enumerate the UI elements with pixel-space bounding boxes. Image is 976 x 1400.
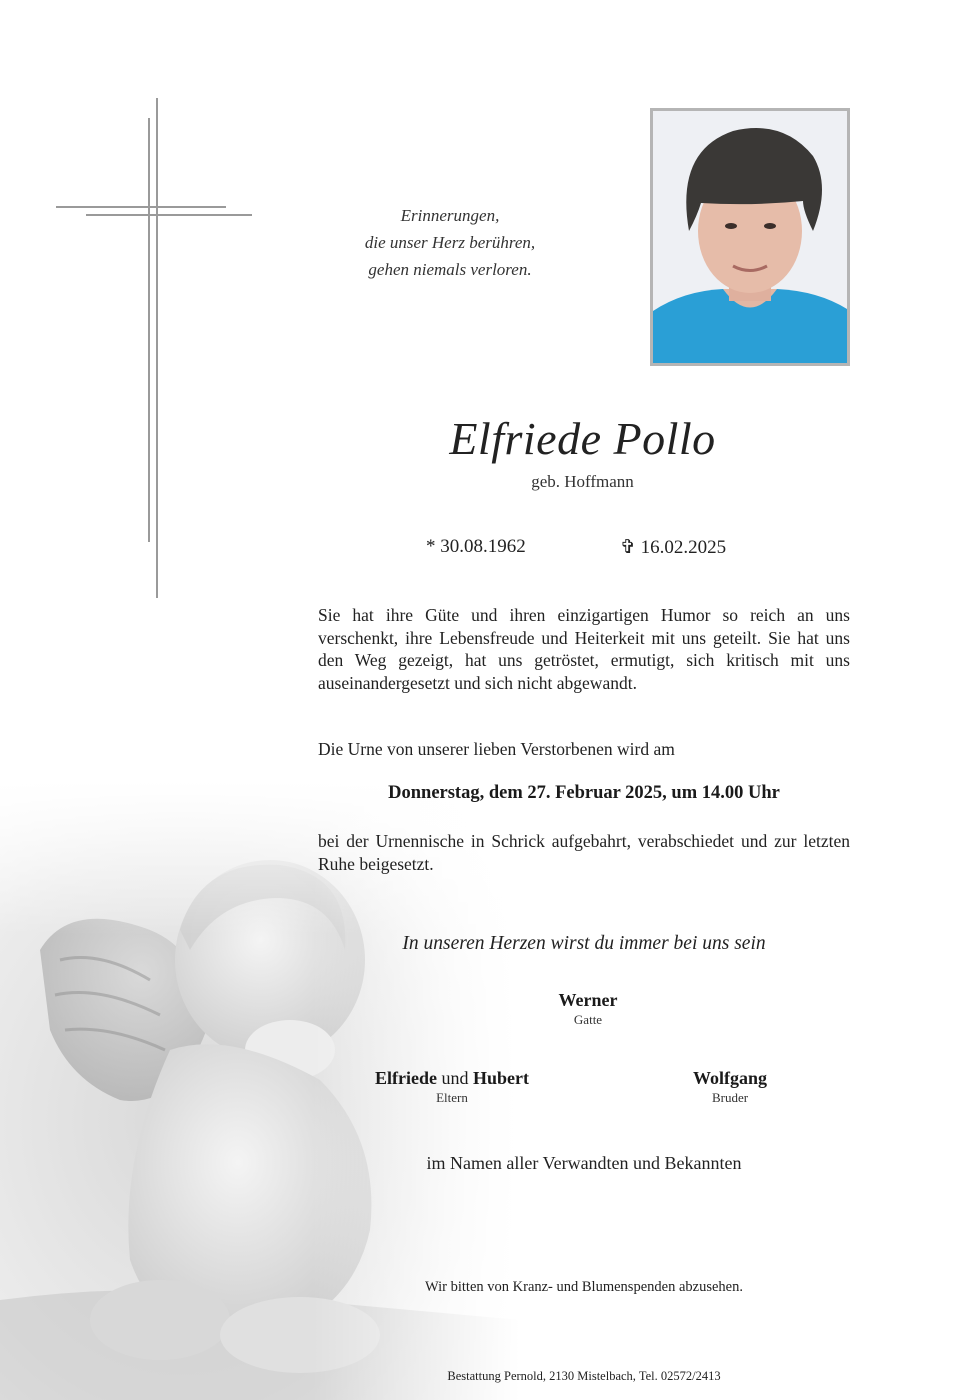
quote-line-3: gehen niemals verloren. <box>368 260 532 279</box>
mourner-name-1: Elfriede <box>375 1068 437 1088</box>
portrait-photo <box>650 108 850 366</box>
ceremony-date-time: Donnerstag, dem 27. Februar 2025, um 14.00 Uhr <box>388 783 780 803</box>
birth-date: * 30.08.1962 <box>426 536 526 557</box>
quote-line-1: Erinnerungen, <box>400 206 500 225</box>
ceremony-location: bei der Urnennische in Schrick aufgebahrt, verabschiedet und zur letzten Ruhe beigesetzt. <box>318 831 850 874</box>
urn-announcement: Die Urne von unserer lieben Verstorbenen wird am <box>318 739 675 759</box>
mourner-name <box>330 1068 574 1089</box>
funeral-home-footer: Bestattung Pernold, 2130 Mistelbach, Tel. 02572/2413 <box>447 1369 721 1383</box>
quote-line-2: die unser Herz berühren, <box>364 233 536 252</box>
mourner-parents <box>330 1068 574 1106</box>
name-connector: und <box>441 1068 469 1088</box>
mourner-name: Wolfgang <box>692 1068 767 1088</box>
mourner-name: Werner <box>558 990 618 1010</box>
deceased-name: Elfriede Pollo <box>449 413 716 464</box>
flowers-note: Wir bitten von Kranz- und Blumenspenden abzusehen. <box>425 1279 743 1295</box>
mourner-role: Gatte <box>573 1012 603 1027</box>
mourner-werner <box>488 990 688 1028</box>
death-date: ✞ 16.02.2025 <box>620 537 727 558</box>
cross-icon <box>0 0 260 620</box>
tribute-paragraph: Sie hat ihre Güte und ihren einzigartigen Humor so reich an uns verschenkt, ihre Lebensfreude und Heiterkeit mit uns geteilt. Sie hat uns den Weg gezeigt, hat uns getröstet, ermutigt, sich kritisch mit uns auseinandergesetzt und sich nicht abgewandt. <box>318 605 850 693</box>
mourner-role: Eltern <box>436 1090 468 1105</box>
memorial-motto: In unseren Herzen wirst du immer bei uns sein <box>402 933 766 954</box>
memorial-quote <box>300 202 600 283</box>
relatives-line: im Namen aller Verwandten und Bekannten <box>426 1153 742 1173</box>
maiden-name: geb. Hoffmann <box>531 472 634 491</box>
mourner-wolfgang <box>630 1068 830 1106</box>
mourner-name-2: Hubert <box>472 1068 529 1088</box>
mourner-role: Bruder <box>711 1090 749 1105</box>
